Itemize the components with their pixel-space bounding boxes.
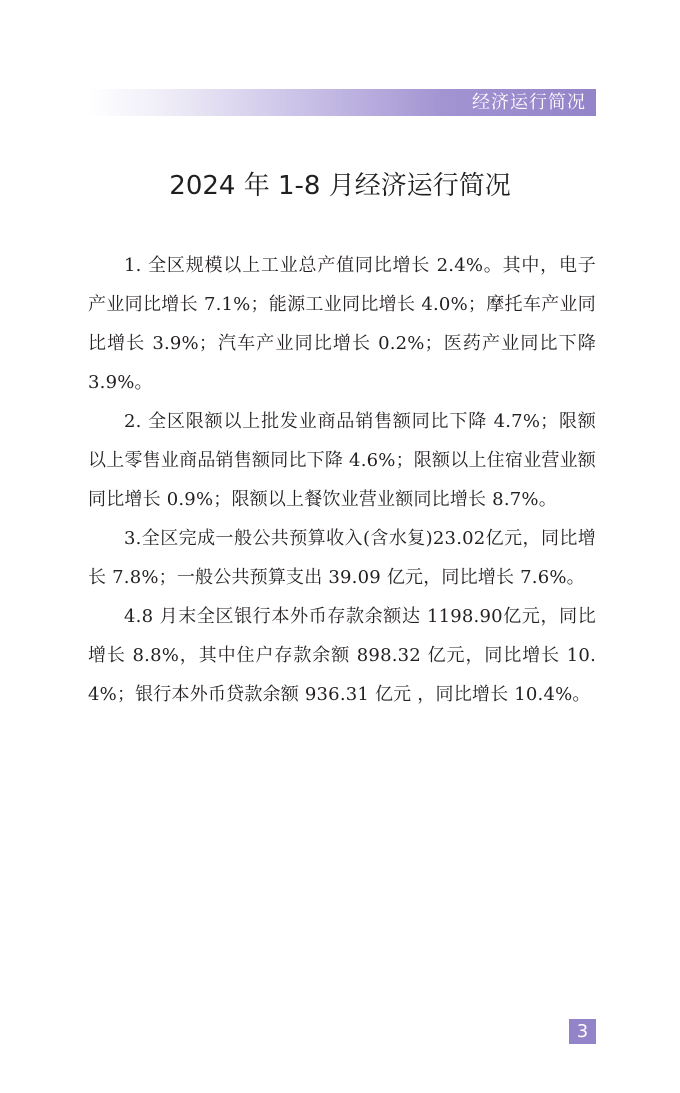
paragraph-industry: 1. 全区规模以上工业总产值同比增长 2.4%。其中，电子产业同比增长 7.1%；能源工业同比增长 4.0%；摩托车产业同比增长 3.9%；汽车产业同比增长 0.2%；医药产业同比下降 3.9%。 [88,255,596,393]
paragraph-retail: 2. 全区限额以上批发业商品销售额同比下降 4.7%；限额以上零售业商品销售额同比下降 4.6%；限额以上住宿业营业额同比增长 0.9%；限额以上餐饮业营业额同比增长 8.7%。 [88,411,596,510]
article-body [88,246,596,714]
paragraph-budget: 3.全区完成一般公共预算收入(含水复)23.02亿元，同比增长 7.8%；一般公共预算支出 39.09 亿元，同比增长 7.6%。 [88,528,596,588]
section-header-band [88,89,596,116]
page-title: 2024 年 1-8 月经济运行简况 [169,171,511,201]
page-number: 3 [569,1019,596,1044]
section-header-title: 经济运行简况 [472,92,586,113]
paragraph-banking: 4.8 月末全区银行本外币存款余额达 1198.90亿元，同比增长 8.8%，其中住户存款余额 898.32 亿元，同比增长 10.4%；银行本外币贷款余额 936.31 亿元 ，同比增长 10.4%。 [88,606,596,705]
